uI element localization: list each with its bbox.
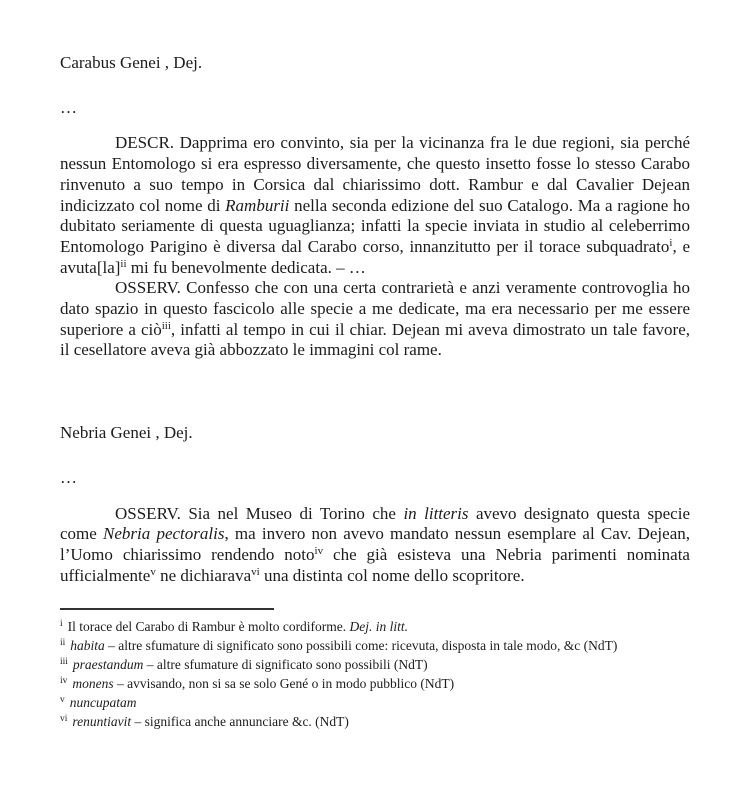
footnote-iii <box>60 656 690 675</box>
footnote-ii <box>60 637 690 656</box>
footnote-i <box>60 618 690 637</box>
footnote-vi <box>60 713 690 732</box>
footnotes-block <box>60 618 690 731</box>
footnote-v <box>60 694 690 713</box>
footnote-marker: vi <box>60 713 68 724</box>
footnote-text: habita – altre sfumature di significato sono possibili come: ricevuta, disposta in tale modo, &c (NdT) <box>70 638 618 654</box>
footnote-text: monens – avvisando, non si sa se solo Gené o in modo pubblico (NdT) <box>72 676 455 692</box>
ellipsis-carabus: … <box>60 97 79 117</box>
paragraph-osserv-carabus: OSSERV. Confesso che con una certa contrarietà e anzi veramente controvoglia ho dato spazio in questo fascicolo alle specie a me dedicate, ma era necessario per me essere superiore a ciò$^{iii}$, infatti al tempo in cui il chiar. Dejean mi aveva dimostrato un tale favore, il cesellatore aveva già abbozzato le immagini col rame. <box>60 278 690 360</box>
footnote-marker: iv <box>60 676 68 687</box>
footnote-marker: i <box>60 619 63 630</box>
paragraph-osserv-nebria: OSSERV. Sia nel Museo di Torino che in litteris avevo designato questa specie come Nebria pectoralis, ma invero non avevo mandato nessun esemplare al Cav. Dejean, l’Uomo chiarissimo rendendo noto$^{iv}$ che già esisteva una Nebria parimenti nominata ufficialmente$^v$ ne dichiarava$^{vi}$ una distinta col nome dello scopritore. <box>60 503 690 585</box>
footnote-text: Il torace del Carabo di Rambur è molto cordiforme. Dej. in litt. <box>67 619 409 635</box>
species-heading-carabus: Carabus Genei , Dej. <box>60 53 203 72</box>
footnote-marker: v <box>60 694 65 705</box>
footnote-marker: iii <box>60 657 68 668</box>
footnote-text: nuncupatam <box>69 694 137 710</box>
footnote-marker: ii <box>60 638 66 649</box>
species-heading-nebria: Nebria Genei , Dej. <box>60 423 193 443</box>
ellipsis-nebria: … <box>60 467 79 487</box>
footnote-text: praestandum – altre sfumature di significato sono possibili (NdT) <box>72 657 428 673</box>
footnote-iv <box>60 675 690 694</box>
footnote-text: renuntiavit – significa anche annunciare &c. (NdT) <box>72 713 349 729</box>
paragraph-descr-carabus: DESCR. Dapprima ero convinto, sia per la vicinanza fra le due regioni, sia perché nessun Entomologo si era espresso diversamente, che questo insetto fosse lo stesso Carabo rinvenuto a suo tempo in Corsica dal chiarissimo dott. Rambur e dal Cavalier Dejean indicizzato col nome di Ramburii nella seconda edizione del suo Catalogo. Ma a ragione ho dubitato seriamente di questa uguaglianza; infatti la specie inviata in studio al celeberrimo Entomologo Parigino è diversa dal Carabo corso, innanzitutto per il torace subquadrato$^i$, e avuta[la]$^{ii}$ mi fu benevolmente dedicata. – … <box>60 133 691 277</box>
footnote-separator <box>60 608 274 610</box>
section-nebria-genei <box>60 423 690 586</box>
section-carabus-genei <box>60 53 690 361</box>
